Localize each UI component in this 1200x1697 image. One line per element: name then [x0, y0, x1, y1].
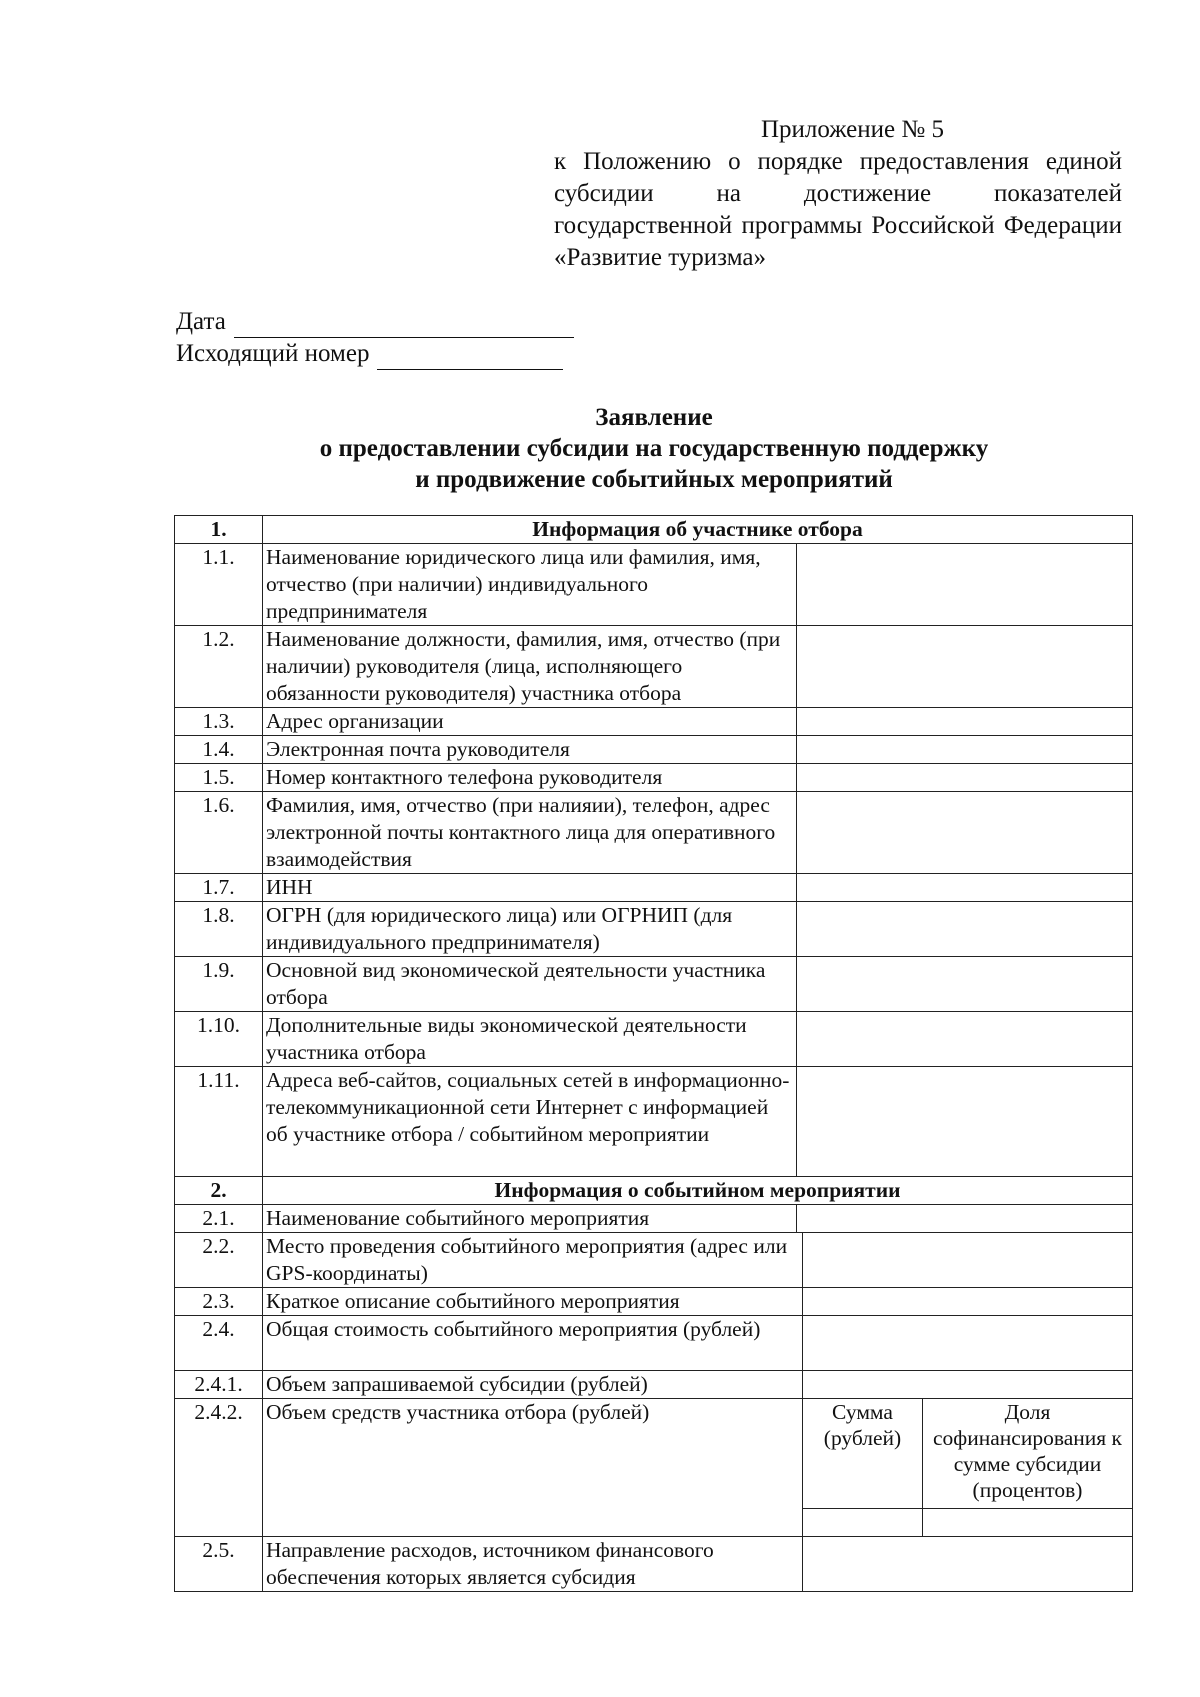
application-form-table: [174, 515, 1133, 1592]
row-number: 2.5.: [175, 1537, 263, 1592]
row-label: Электронная почта руководителя: [263, 736, 797, 764]
date-blank-field[interactable]: [234, 313, 574, 338]
section-number: 2.: [175, 1177, 263, 1205]
row-number: 2.2.: [175, 1233, 263, 1288]
table-row: [175, 902, 1133, 957]
row-value-cell[interactable]: [797, 902, 1133, 957]
row-label: Основной вид экономической деятельности участника отбора: [263, 957, 797, 1012]
row-label: Направление расходов, источником финансового обеспечения которых является субсидия: [263, 1537, 803, 1592]
table-row: [175, 736, 1133, 764]
section-header-row: [175, 1177, 1133, 1205]
table-row: [175, 874, 1133, 902]
table-row: [175, 957, 1133, 1012]
date-row: [176, 306, 574, 338]
section-number: 1.: [175, 516, 263, 544]
row-value-cell[interactable]: [797, 626, 1133, 708]
outgoing-number-blank-field[interactable]: [377, 345, 563, 370]
row-value-cell[interactable]: [803, 1233, 1133, 1288]
row-number: 1.2.: [175, 626, 263, 708]
appendix-header: [554, 114, 1122, 274]
section-title: Информация о событийном мероприятии: [263, 1177, 1133, 1205]
row-number: 2.4.1.: [175, 1371, 263, 1399]
row-label: Наименование должности, фамилия, имя, отчество (при наличии) руководителя (лица, исполняющего обязанности руководителя) участника отбора: [263, 626, 797, 708]
table-row: [175, 1371, 1133, 1399]
row-value-cell[interactable]: [797, 1012, 1133, 1067]
table-row: [175, 708, 1133, 736]
appendix-text: к Положению о порядке предоставления единой субсидии на достижение показателей государственной программы Российской Федерации «Развитие туризма»: [554, 148, 1122, 271]
table-row: [175, 1012, 1133, 1067]
row-value-cell[interactable]: [797, 1067, 1133, 1177]
row-label: Общая стоимость событийного мероприятия (рублей): [263, 1316, 803, 1371]
row-number: 1.7.: [175, 874, 263, 902]
row-value-cell[interactable]: [803, 1371, 1133, 1399]
row-label: Адреса веб-сайтов, социальных сетей в информационно-телекоммуникационной сети Интернет с информацией об участнике отбора / событийном мероприятии: [263, 1067, 797, 1177]
row-value-cell[interactable]: [797, 736, 1133, 764]
outgoing-number-label: Исходящий номер: [176, 340, 370, 367]
row-value-cell[interactable]: [797, 1205, 1133, 1233]
row-value-cell[interactable]: [797, 544, 1133, 626]
row-number: 1.10.: [175, 1012, 263, 1067]
row-label: Наименование юридического лица или фамилия, имя, отчество (при наличии) индивидуального предпринимателя: [263, 544, 797, 626]
row-label: Фамилия, имя, отчество (при налияии), телефон, адрес электронной почты контактного лица для оперативного взаимодействия: [263, 792, 797, 874]
table-row: [175, 1205, 1133, 1233]
row-label: Дополнительные виды экономической деятельности участника отбора: [263, 1012, 797, 1067]
row-value-cell[interactable]: [803, 1316, 1133, 1371]
row-label: ОГРН (для юридического лица) или ОГРНИП (для индивидуального предпринимателя): [263, 902, 797, 957]
row-number: 1.11.: [175, 1067, 263, 1177]
heading-line-2: о предоставлении субсидии на государственную поддержку: [319, 435, 989, 462]
share-value-cell[interactable]: [923, 1509, 1133, 1537]
row-number: 2.4.: [175, 1316, 263, 1371]
table-row: [175, 1233, 1133, 1288]
row-label: Объем запрашиваемой субсидии (рублей): [263, 1371, 803, 1399]
table-row: [175, 1067, 1133, 1177]
document-heading: [176, 402, 1132, 495]
section-title: Информация об участнике отбора: [263, 516, 1133, 544]
heading-line-1: Заявление: [595, 404, 713, 431]
row-value-cell[interactable]: [797, 874, 1133, 902]
table-row: [175, 626, 1133, 708]
row-number: 1.5.: [175, 764, 263, 792]
row-value-cell[interactable]: [797, 764, 1133, 792]
row-number: 2.1.: [175, 1205, 263, 1233]
table-row: [175, 1316, 1133, 1371]
table-row: [175, 544, 1133, 626]
row-value-cell[interactable]: [803, 1537, 1133, 1592]
table-row: [175, 792, 1133, 874]
sum-column-header: Сумма (рублей): [803, 1399, 923, 1509]
row-value-cell[interactable]: [803, 1288, 1133, 1316]
table-row: [175, 1399, 1133, 1509]
row-number: 1.1.: [175, 544, 263, 626]
table-row: [175, 1288, 1133, 1316]
row-number: 1.6.: [175, 792, 263, 874]
row-number: 1.4.: [175, 736, 263, 764]
row-label: ИНН: [263, 874, 797, 902]
row-label: Адрес организации: [263, 708, 797, 736]
row-label: Объем средств участника отбора (рублей): [263, 1399, 803, 1537]
share-column-header: Доля софинансирования к сумме субсидии (процентов): [923, 1399, 1133, 1509]
table-row: [175, 764, 1133, 792]
row-number: 1.8.: [175, 902, 263, 957]
row-number: 1.3.: [175, 708, 263, 736]
section-header-row: [175, 516, 1133, 544]
outgoing-number-row: [176, 338, 574, 370]
row-number: 2.4.2.: [175, 1399, 263, 1537]
row-number: 1.9.: [175, 957, 263, 1012]
row-label: Номер контактного телефона руководителя: [263, 764, 797, 792]
date-block: [176, 306, 574, 370]
row-number: 2.3.: [175, 1288, 263, 1316]
date-label: Дата: [176, 308, 226, 335]
row-label: Наименование событийного мероприятия: [263, 1205, 797, 1233]
row-value-cell[interactable]: [797, 792, 1133, 874]
row-value-cell[interactable]: [797, 708, 1133, 736]
heading-line-3: и продвижение событийных мероприятий: [415, 466, 893, 493]
row-label: Место проведения событийного мероприятия (адрес или GPS-координаты): [263, 1233, 803, 1288]
table-row: [175, 1537, 1133, 1592]
row-label: Краткое описание событийного мероприятия: [263, 1288, 803, 1316]
row-value-cell[interactable]: [797, 957, 1133, 1012]
appendix-title: Приложение № 5: [760, 116, 944, 143]
sum-value-cell[interactable]: [803, 1509, 923, 1537]
